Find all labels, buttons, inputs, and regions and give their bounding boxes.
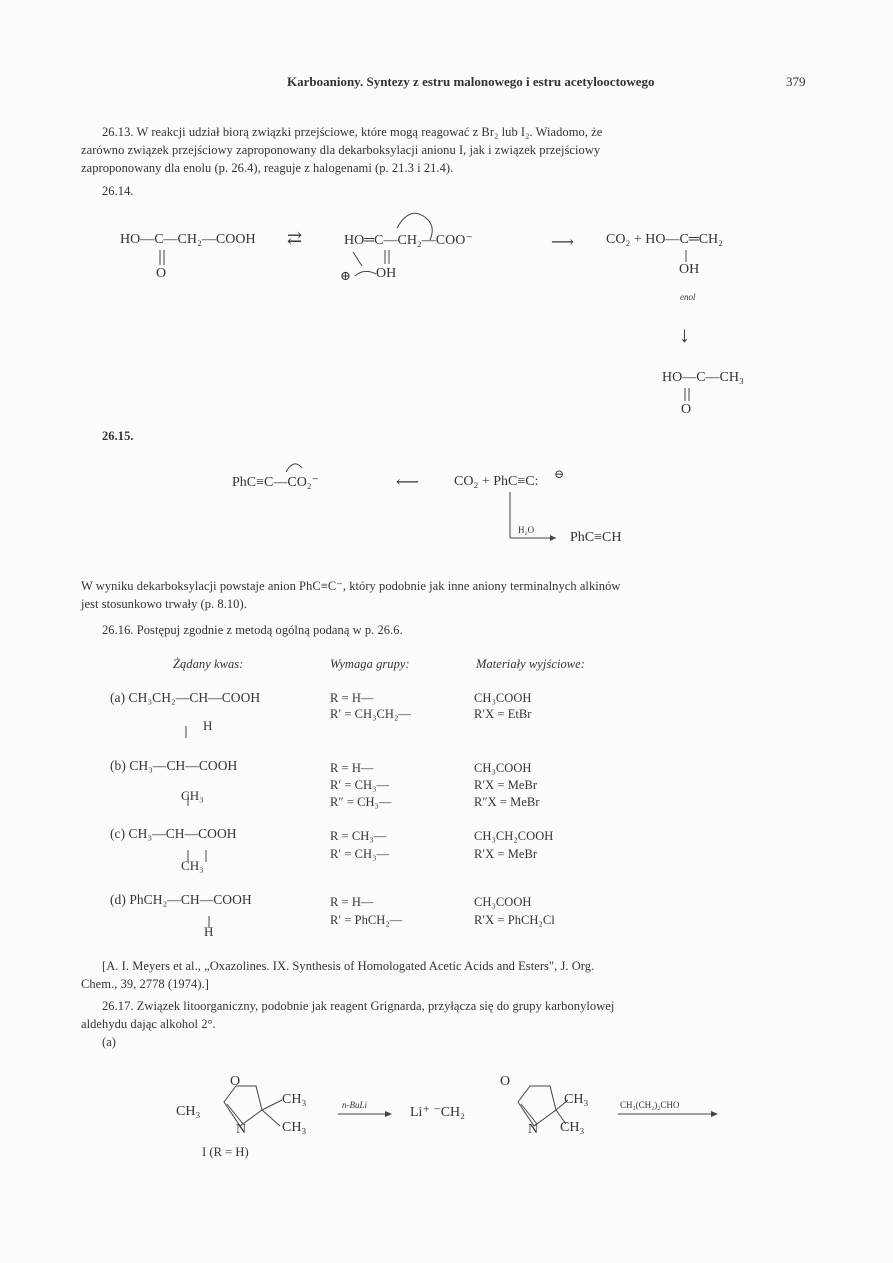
double-bond bbox=[227, 1104, 243, 1124]
group-row: R′ = CH₃— bbox=[330, 847, 390, 861]
bond-line bbox=[353, 252, 362, 266]
section-26-17 bbox=[102, 998, 614, 1014]
paragraph-line: jest stosunkowo trwały (p. 8.10). bbox=[81, 597, 247, 611]
ring-oxygen: O bbox=[500, 1074, 511, 1089]
enol-oh: OH bbox=[679, 262, 700, 277]
bond-line bbox=[262, 1110, 280, 1126]
paragraph-line: Postępuj zgodnie z metodą ogólną podaną w p. 26.6. bbox=[136, 623, 403, 637]
group-row: R = CH₃— bbox=[330, 829, 387, 843]
section-number: 26.14. bbox=[102, 184, 134, 198]
ring-oxygen: O bbox=[230, 1074, 241, 1089]
negative-charge: ⊖ bbox=[554, 467, 565, 481]
acid-c-sub: CH₃ bbox=[181, 858, 204, 873]
column-header-groups: Wymaga grupy: bbox=[330, 657, 410, 671]
ketone-oxygen: O bbox=[681, 402, 692, 417]
phenylacetylene: PhC≡CH bbox=[570, 530, 622, 545]
ring-nitrogen: N bbox=[528, 1122, 539, 1137]
bond-line bbox=[262, 1100, 282, 1110]
column-header-materials: Materiały wyjściowe: bbox=[476, 657, 585, 671]
arrow-head bbox=[385, 1111, 392, 1117]
acid-c: (c) CH₃—CH—COOH bbox=[110, 826, 237, 841]
part-label: (a) bbox=[102, 1035, 117, 1049]
acetylide-anion: CO₂ + PhC≡C: bbox=[454, 474, 539, 489]
material-row: CH₃COOH bbox=[474, 895, 532, 909]
group-row: R′ = CH₃CH₂— bbox=[330, 707, 411, 721]
paragraph-line: W wyniku dekarboksylacji powstaje anion PhC≡C⁻, który podobnie jak inne aniony terminalnych alkinów bbox=[81, 579, 621, 593]
reference-line: [A. I. Meyers et al., „Oxazolines. IX. Synthesis of Homologated Acetic Acids and Esters", J. Org. bbox=[102, 959, 595, 973]
arrow-head bbox=[711, 1111, 718, 1117]
equilibrium-arrow: ⇄ bbox=[287, 228, 303, 248]
group-row: R′ = CH₃— bbox=[330, 778, 390, 792]
group-row: R′ = PhCH₂— bbox=[330, 913, 403, 927]
oxazoline-ring bbox=[224, 1086, 262, 1126]
double-bond bbox=[521, 1104, 537, 1124]
paragraph-line: zarówno związek przejściowy zaproponowany dla dekarboksylacji anionu I, jak i związek przejściowy bbox=[81, 143, 601, 157]
section-number: 26.17. bbox=[102, 999, 134, 1013]
carbonyl-oxygen: O bbox=[156, 266, 167, 281]
material-row: R′X = PhCH₂Cl bbox=[474, 913, 555, 927]
material-row: R″X = MeBr bbox=[474, 795, 540, 809]
methyl-group: CH₃ bbox=[282, 1120, 307, 1135]
oxazoline-ring bbox=[518, 1086, 556, 1126]
page-number: 379 bbox=[786, 74, 806, 89]
acid-d: (d) PhCH₂—CH—COOH bbox=[110, 892, 252, 907]
intermediate-formula: HO═C—CH₂—COO⁻ bbox=[344, 233, 473, 248]
methyl-group: CH₃ bbox=[282, 1092, 307, 1107]
intermediate-oh: OH bbox=[376, 266, 397, 281]
acid-a: (a) CH₃CH₂—CH—COOH bbox=[110, 690, 261, 705]
running-title: Karboaniony. Syntezy z estru malonowego i estru acetylooctowego bbox=[287, 74, 655, 89]
material-row: R′X = MeBr bbox=[474, 847, 538, 861]
column-header-acid: Żądany kwas: bbox=[173, 657, 244, 671]
methyl-group: CH₃ bbox=[564, 1092, 589, 1107]
positive-charge: ⊕ bbox=[340, 268, 351, 283]
acid-d-sub: H bbox=[204, 924, 214, 939]
reactant-formula: HO—C—CH₂—COOH bbox=[120, 232, 256, 247]
arrow-head bbox=[550, 535, 556, 541]
reference-line: Chem., 39, 2778 (1974).] bbox=[81, 977, 209, 991]
paragraph-line: W reakcji udział biorą związki przejściowe, które mogą reagować z Br₂ lub I₂. Wiadomo, że bbox=[136, 125, 603, 139]
lithium-carbanion: Li⁺ ⁻CH₂ bbox=[410, 1105, 466, 1120]
material-row: R′X = EtBr bbox=[474, 707, 532, 721]
curved-arrow bbox=[397, 213, 432, 240]
group-row: R = H— bbox=[330, 691, 374, 705]
ketone-product: HO—C—CH₃ bbox=[662, 370, 744, 385]
enol-label: enol bbox=[680, 292, 696, 302]
acid-b-sub: CH₃ bbox=[181, 788, 204, 803]
section-number: 26.15. bbox=[102, 429, 134, 443]
down-arrow: ↓ bbox=[679, 322, 690, 347]
propiolate-anion: PhC≡C—CO₂⁻ bbox=[232, 475, 320, 490]
material-row: CH₃COOH bbox=[474, 761, 532, 775]
enol-product: CO₂ + HO—C═CH₂ bbox=[606, 232, 724, 247]
paragraph-line: zaproponowany dla enolu (p. 26.4), reaguje z halogenami (p. 21.3 i 21.4). bbox=[81, 161, 454, 175]
methyl-group: CH₃ bbox=[560, 1120, 585, 1135]
group-row: R = H— bbox=[330, 895, 374, 909]
material-row: CH₃CH₂COOH bbox=[474, 829, 554, 843]
reaction-arrow: ⟶ bbox=[551, 234, 574, 251]
water-reagent: H₂O bbox=[518, 525, 535, 535]
paragraph-line: aldehydu dając alkohol 2°. bbox=[81, 1017, 216, 1031]
group-row: R = H— bbox=[330, 761, 374, 775]
paragraph-line: Związek litoorganiczny, podobnie jak reagent Grignarda, przyłącza się do grupy karbonylowej bbox=[136, 999, 615, 1013]
material-row: R′X = MeBr bbox=[474, 778, 538, 792]
group-row: R″ = CH₃— bbox=[330, 795, 392, 809]
section-number: 26.13. bbox=[102, 125, 134, 139]
h-bond-line bbox=[355, 271, 376, 276]
methyl-group: CH₃ bbox=[176, 1104, 201, 1119]
compound-label: I (R = H) bbox=[202, 1145, 249, 1159]
material-row: CH₃COOH bbox=[474, 691, 532, 705]
reverse-arrow: ⟵ bbox=[396, 474, 419, 491]
reagent-butanal: CH₃(CH₂)₂CHO bbox=[620, 1100, 680, 1110]
acid-a-sub: H bbox=[203, 718, 213, 733]
section-26-16 bbox=[102, 622, 403, 638]
section-number: 26.16. bbox=[102, 623, 134, 637]
ring-nitrogen: N bbox=[236, 1122, 247, 1137]
reagent-butyllithium: n-BuLi bbox=[342, 1100, 368, 1110]
acid-b: (b) CH₃—CH—COOH bbox=[110, 758, 238, 773]
curved-arrow bbox=[286, 464, 302, 472]
